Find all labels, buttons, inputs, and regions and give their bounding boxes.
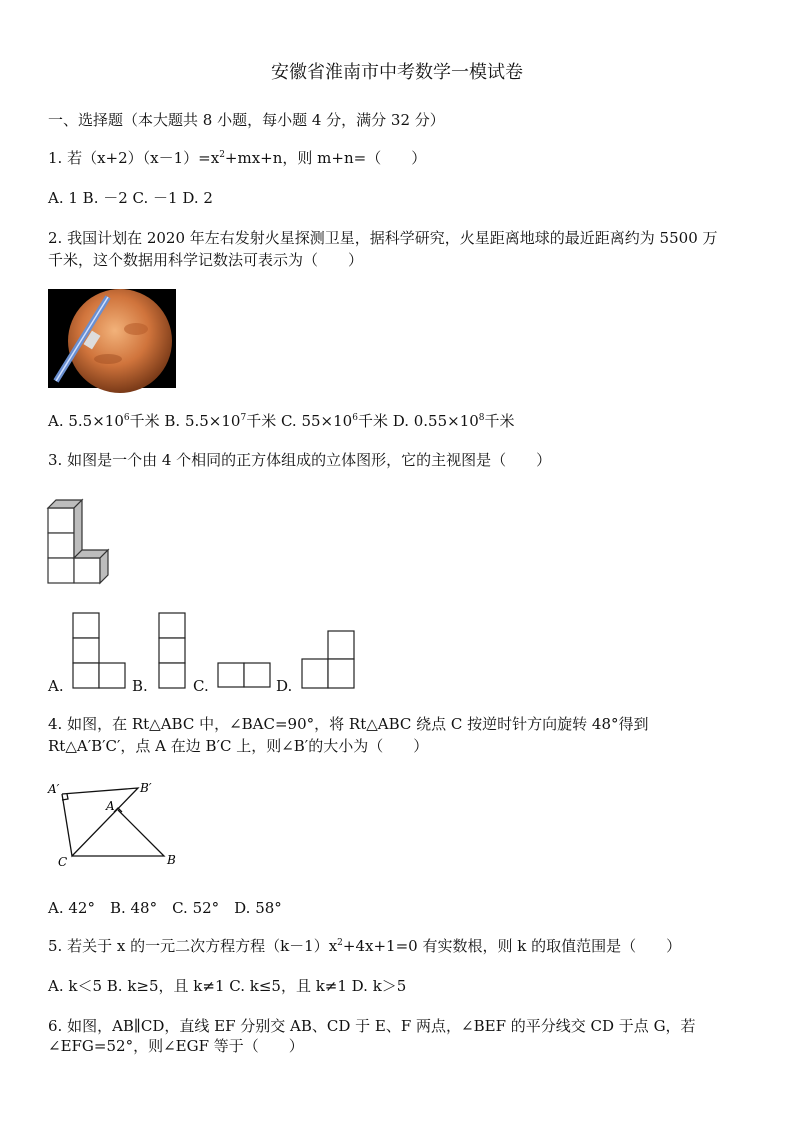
- page-title: 安徽省淮南市中考数学一模试卷: [271, 62, 523, 83]
- question-5-options: A. k＜5 B. k≥5，且 k≠1 C. k≤5，且 k≠1 D. k＞5: [48, 977, 407, 995]
- q3-option-b-figure: [158, 612, 186, 690]
- q2-unit: 千米: [484, 412, 515, 430]
- question-3-stem: 3. 如图是一个由 4 个相同的正方体组成的立体图形，它的主视图是（ ）: [48, 451, 552, 469]
- section-heading: 一、选择题（本大题共 8 小题，每小题 4 分，满分 32 分）: [48, 111, 445, 129]
- q3-option-b-label: B.: [132, 677, 148, 695]
- q2-opt-d-exp: 8: [478, 413, 485, 423]
- q3-option-c-label: C.: [193, 677, 209, 695]
- question-4-options: A. 42° B. 48° C. 52° D. 58°: [48, 899, 282, 917]
- label-a: A: [106, 799, 115, 813]
- q3-option-c-figure: [217, 662, 271, 688]
- label-a-prime: A′: [48, 782, 60, 796]
- rotated-triangle-figure: [46, 778, 186, 870]
- mars-probe-image: [48, 289, 176, 388]
- q2-opt-c-exp: 6: [352, 413, 358, 423]
- q5-stem-b: +4x+1=0 有实数根，则 k 的取值范围是（ ）: [342, 937, 682, 955]
- q5-stem-a: 5. 若关于 x 的一元二次方程方程（k－1）x: [48, 937, 338, 955]
- question-2-options: [48, 411, 515, 431]
- q5-exponent: 2: [337, 938, 343, 948]
- question-1-options: A. 1 B. －2 C. －1 D. 2: [48, 189, 213, 207]
- cube-solid-figure: [46, 496, 112, 586]
- q3-option-d-figure: [300, 630, 356, 690]
- question-5-stem: [48, 936, 681, 956]
- question-2-stem-line1: 2. 我国计划在 2020 年左右发射火星探测卫星，据科学研究，火星距离地球的最近距离约为 5500 万: [48, 229, 718, 247]
- q1-stem-b: +mx+n，则 m+n=（ ）: [224, 149, 427, 167]
- q3-option-a-label: A.: [48, 677, 64, 695]
- question-1-stem: [48, 148, 426, 168]
- question-4-stem-line1: 4. 如图，在 Rt△ABC 中，∠BAC=90°，将 Rt△ABC 绕点 C 按逆时针方向旋转 48°得到: [48, 715, 649, 733]
- q3-option-a-figure: [72, 612, 126, 690]
- label-c: C: [58, 855, 68, 869]
- label-b: B: [167, 853, 176, 867]
- q2-opt-a-exp: 6: [123, 413, 130, 423]
- q1-stem-a: 1. 若（x+2）（x－1）=x: [48, 149, 220, 167]
- q2-opt-b-exp: 7: [240, 413, 247, 423]
- q1-exponent: 2: [219, 150, 225, 160]
- question-4-stem-line2: Rt△A′B′C′，点 A 在边 B′C 上，则∠B′的大小为（ ）: [48, 737, 429, 755]
- label-b-prime: B′: [140, 781, 152, 795]
- question-6-stem-line2: ∠EFG=52°，则∠EGF 等于（ ）: [48, 1037, 304, 1055]
- question-2-stem-line2: 千米，这个数据用科学记数法可表示为（ ）: [48, 251, 364, 269]
- q2-opt-d: 千米 D. 0.55×10: [357, 412, 479, 430]
- question-6-stem-line1: 6. 如图，AB∥CD，直线 EF 分别交 AB、CD 于 E、F 两点，∠BEF 的平分线交 CD 于点 G，若: [48, 1017, 696, 1035]
- q2-opt-b: 千米 B. 5.5×10: [129, 412, 241, 430]
- q2-opt-c: 千米 C. 55×10: [246, 412, 353, 430]
- q2-opt-a: A. 5.5×10: [48, 412, 124, 430]
- q3-option-d-label: D.: [276, 677, 293, 695]
